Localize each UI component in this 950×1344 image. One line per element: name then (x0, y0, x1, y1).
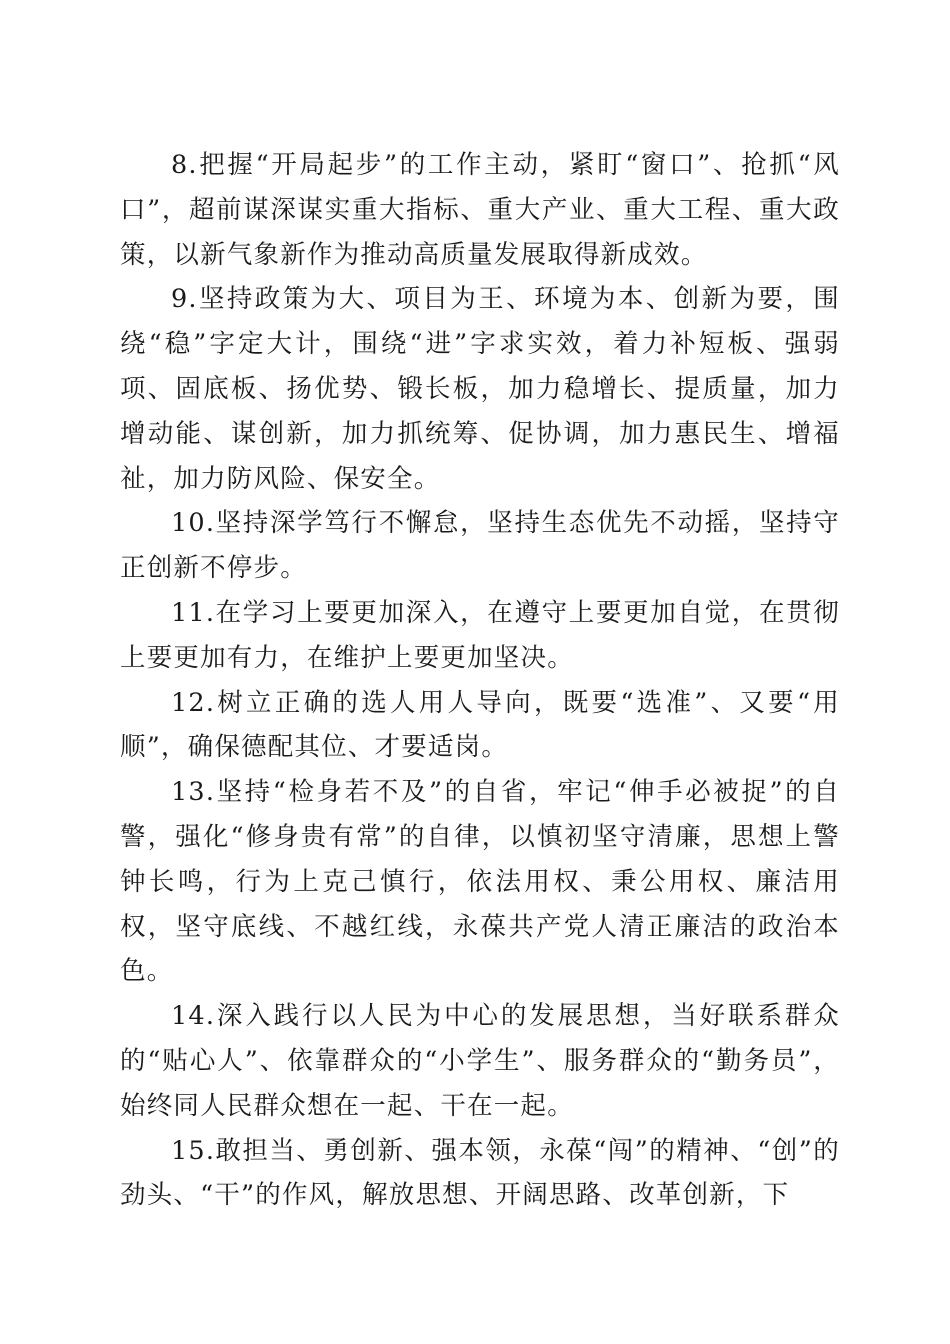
paragraph-item-13: 13.坚持“检身若不及”的自省，牢记“伸手必被捉”的自警，强化“修身贵有常”的自律，以慎初坚守清廉，思想上警钟长鸣，行为上克己慎行，依法用权、秉公用权、廉洁用权，坚守底线、不越红线，永葆共产党人清正廉洁的政治本色。 (120, 777, 840, 987)
paragraph-item-15: 15.敢担当、勇创新、强本领，永葆“闯”的精神、“创”的劲头、“干”的作风，解放思想、开阔思路、改革创新，下 (120, 1135, 840, 1211)
paragraph-item-14: 14.深入践行以人民为中心的发展思想，当好联系群众的“贴心人”、依靠群众的“小学生”、服务群众的“勤务员”，始终同人民群众想在一起、干在一起。 (120, 1001, 840, 1121)
paragraph-item-10: 10.坚持深学笃行不懈怠，坚持生态优先不动摇，坚持守正创新不停步。 (120, 508, 840, 584)
paragraph-item-8: 8.把握“开局起步”的工作主动，紧盯“窗口”、抢抓“风口”，超前谋深谋实重大指标、重大产业、重大工程、重大政策，以新气象新作为推动高质量发展取得新成效。 (120, 150, 840, 270)
document-body (120, 143, 840, 1218)
paragraph-item-9: 9.坚持政策为大、项目为王、环境为本、创新为要，围绕“稳”字定大计，围绕“进”字求实效，着力补短板、强弱项、固底板、扬优势、锻长板，加力稳增长、提质量，加力增动能、谋创新，加力抓统筹、促协调，加力惠民生、增福祉，加力防风险、保安全。 (120, 284, 840, 494)
paragraph-item-12: 12.树立正确的选人用人导向，既要“选准”、又要“用顺”，确保德配其位、才要适岗。 (120, 687, 840, 763)
paragraph-item-11: 11.在学习上要更加深入，在遵守上要更加自觉，在贯彻上要更加有力，在维护上要更加坚决。 (120, 597, 840, 673)
